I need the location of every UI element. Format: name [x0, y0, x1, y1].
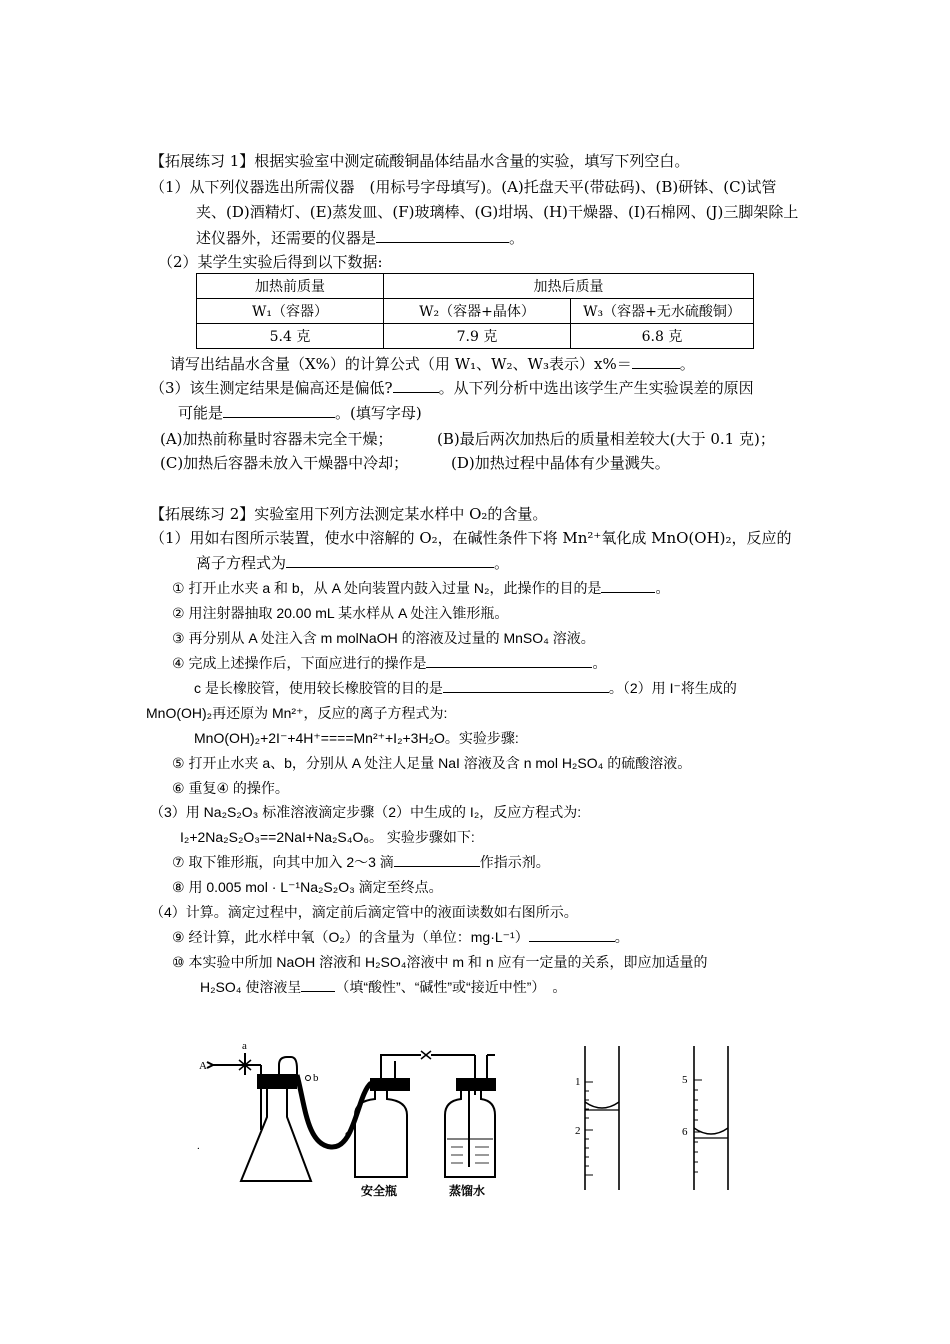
- meniscus-2: [694, 1128, 728, 1134]
- answer-blank[interactable]: [601, 578, 655, 593]
- answer-blank[interactable]: [223, 403, 335, 418]
- step-2: ② 用注射器抽取 20.00 mL 某水样从 A 处注入锥形瓶。: [172, 605, 509, 621]
- tube-c-line: c 是长橡胶管，使用较长橡胶管的目的是 。（2）用 I⁻将生成的: [194, 680, 737, 696]
- exercise1-title: 【拓展练习 1】根据实验室中测定硫酸铜晶体结晶水含量的实验，填写下列空白。: [150, 152, 690, 170]
- answer-blank[interactable]: [393, 378, 439, 393]
- answer-blank[interactable]: [286, 553, 494, 568]
- step-6: ⑥ 重复④ 的操作。: [172, 780, 289, 796]
- q3-line2: 可能是 。(填写字母): [178, 404, 422, 422]
- step-10: ⑩ 本实验中所加 NaOH 溶液和 H₂SO₄溶液中 m 和 n 应有一定量的关系，即应加适量的: [172, 954, 708, 970]
- meniscus-1: [585, 1102, 619, 1108]
- q1-line2: 夹、(D)酒精灯、(E)蒸发皿、(F)玻璃棒、(G)坩埚、(H)干燥器、(I)石棉网、(J)三脚架除上: [196, 203, 799, 221]
- table-cell-w1: W₁（容器）: [197, 299, 384, 324]
- burette1-tick-1: 1: [575, 1076, 581, 1088]
- safety-bottle-label: 安全瓶: [361, 1184, 398, 1198]
- q1-line1: （1）从下列仪器选出所需仪器 (用标号字母填写)。(A)托盘天平(带砝码)、(B)研钵、(C)试管: [150, 178, 777, 196]
- answer-blank[interactable]: [426, 653, 592, 668]
- burette2-tick-6: 6: [682, 1126, 688, 1138]
- label-b: b: [313, 1072, 319, 1084]
- mn-reduction-line: MnO(OH)₂再还原为 Mn²⁺，反应的离子方程式为:: [146, 705, 448, 721]
- table-cell-w3: W₃（容器+无水硫酸铜）: [571, 299, 754, 324]
- s3-line: （3）用 Na₂S₂O₃ 标准溶液滴定步骤（2）中生成的 I₂，反应方程式为:: [150, 804, 582, 820]
- data-table: [196, 273, 754, 349]
- step-9: ⑨ 经计算，此水样中氧（O₂）的含量为（单位：mg·L⁻¹） 。: [172, 929, 629, 945]
- table-header-after: 加热后质量: [384, 274, 754, 299]
- burette1-tick-2: 2: [575, 1125, 581, 1137]
- distilled-water-label: 蒸馏水: [449, 1184, 486, 1198]
- s1-line2: 离子方程式为 。: [196, 554, 510, 572]
- option-c: (C)加热后容器未放入干燥器中冷却；: [160, 454, 409, 472]
- label-a-inlet: A: [199, 1060, 207, 1072]
- step-7: ⑦ 取下锥形瓶，向其中加入 2～3 滴 作指示剂。: [172, 854, 550, 870]
- table-cell-v1: 5.4 克: [197, 324, 384, 349]
- equation-1: MnO(OH)₂+2I⁻+4H⁺====Mn²⁺+I₂+3H₂O。实验步骤:: [194, 730, 519, 746]
- option-a: (A)加热前称量时容器未完全干燥；: [160, 430, 393, 448]
- s4-line: （4）计算。滴定过程中，滴定前后滴定管中的液面读数如右图所示。: [150, 904, 578, 920]
- table-cell-v3: 6.8 克: [571, 324, 754, 349]
- answer-blank[interactable]: [376, 228, 509, 243]
- safety-bottle: [355, 1090, 407, 1177]
- answer-blank[interactable]: [632, 354, 680, 369]
- step-1: ① 打开止水夹 a 和 b，从 A 处向装置内鼓入过量 N₂，此操作的目的是 。: [172, 580, 670, 596]
- s1-line1: （1）用如右图所示装置，使水中溶解的 O₂，在碱性条件下将 Mn²⁺氧化成 MnO(OH)₂，反应的: [150, 529, 792, 547]
- option-d: (D)加热过程中晶体有少量溅失。: [451, 454, 670, 472]
- q1-line3: 述仪器外，还需要的仪器是 。: [196, 229, 525, 247]
- table-cell-w2: W₂（容器+晶体）: [384, 299, 571, 324]
- step-3: ③ 再分别从 A 处注入含 m molNaOH 的溶液及过量的 MnSO₄ 溶液。: [172, 630, 595, 646]
- equation-2: I₂+2Na₂S₂O₃==2NaI+Na₂S₄O₆。 实验步骤如下:: [180, 829, 475, 845]
- table-cell-v2: 7.9 克: [384, 324, 571, 349]
- step-4: ④ 完成上述操作后，下面应进行的操作是 。: [172, 655, 607, 671]
- step-5: ⑤ 打开止水夹 a、b，分别从 A 处注人足量 NaI 溶液及含 n mol H₂SO₄ 的硫酸溶液。: [172, 755, 692, 771]
- answer-blank[interactable]: [301, 977, 335, 992]
- label-c: c: [345, 1128, 350, 1140]
- apparatus-diagram: [195, 1035, 515, 1205]
- svg-text:.: .: [197, 1140, 200, 1152]
- q3-line1: （3）该生测定结果是偏高还是偏低? 。从下列分析中选出该学生产生实验误差的原因: [150, 379, 754, 397]
- formula-line: 请写出结晶水含量（X%）的计算公式（用 W₁、W₂、W₃表示）x%＝ 。: [170, 355, 695, 373]
- table-header-before: 加热前质量: [197, 274, 384, 299]
- step-10-line2: H₂SO₄ 使溶液呈 （填“酸性”、“碱性”或“接近中性”） 。: [200, 979, 567, 995]
- step-8: ⑧ 用 0.005 mol · L⁻¹Na₂S₂O₃ 滴定至终点。: [172, 879, 443, 895]
- label-clamp-a: a: [242, 1040, 247, 1052]
- q2-line: （2）某学生实验后得到以下数据:: [158, 253, 383, 271]
- option-b: (B)最后两次加热后的质量相差较大(大于 0.1 克)；: [437, 430, 775, 448]
- burette-readings: [570, 1040, 730, 1195]
- answer-blank[interactable]: [394, 852, 480, 867]
- burette2-tick-5: 5: [682, 1074, 688, 1086]
- exercise2-title: 【拓展练习 2】实验室用下列方法测定某水样中 O₂的含量。: [150, 505, 548, 523]
- arrow-icon: [207, 1062, 213, 1068]
- answer-blank[interactable]: [529, 927, 615, 942]
- answer-blank[interactable]: [443, 678, 609, 693]
- rubber-tube-c: [297, 1075, 371, 1147]
